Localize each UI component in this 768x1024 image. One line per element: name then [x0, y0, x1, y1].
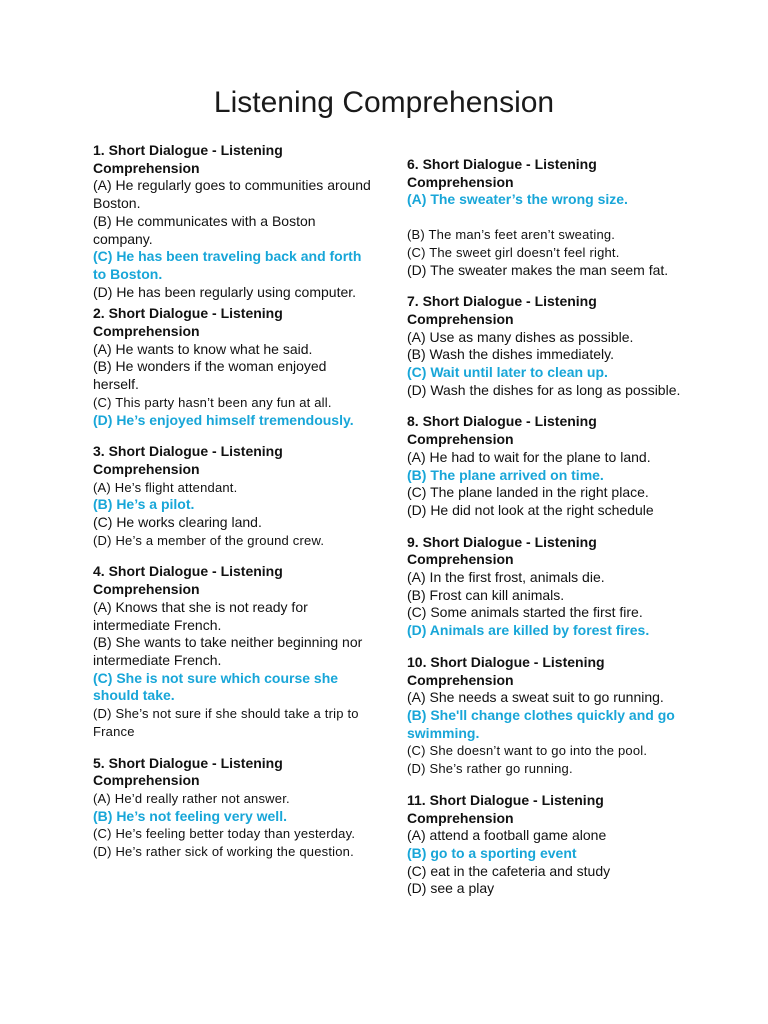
question-7: [407, 293, 687, 399]
option-d: (D) The sweater makes the man seem fat.: [407, 261, 669, 278]
option-b: (B) He wonders if the woman enjoyed herself.: [93, 358, 327, 393]
option-a: (A) Knows that she is not ready for intermediate French.: [93, 598, 308, 633]
option-d: (D) Wash the dishes for as long as possible.: [407, 381, 681, 398]
question-11: [407, 792, 687, 898]
right-column: [407, 156, 687, 898]
option-c-correct: (C) She is not sure which course she should take.: [93, 669, 339, 704]
question-9: [407, 534, 687, 640]
option-c: (C) The sweet girl doesn’t feel right.: [407, 244, 620, 260]
option-d: (D) He’s a member of the ground crew.: [93, 532, 325, 548]
option-d-correct: (D) He’s enjoyed himself tremendously.: [93, 411, 354, 428]
question-title: 2. Short Dialogue - Listening Comprehension: [93, 305, 283, 340]
question-title: 7. Short Dialogue - Listening Comprehension: [407, 293, 597, 327]
option-d: (D) He did not look at the right schedule: [407, 501, 654, 518]
left-column: [93, 142, 373, 861]
option-b-correct: (B) She'll change clothes quickly and go swimming.: [407, 706, 675, 741]
option-d: (D) see a play: [407, 880, 495, 897]
question-title: 5. Short Dialogue - Listening Comprehension: [93, 754, 283, 789]
question-1: [93, 142, 373, 301]
option-d: (D) She’s not sure if she should take a trip to France: [93, 706, 359, 739]
option-a: (A) attend a football game alone: [407, 827, 607, 844]
option-d: (D) He’s rather sick of working the question.: [93, 844, 354, 860]
option-d: (D) He has been regularly using computer.: [93, 283, 357, 300]
option-b: (B) She wants to take neither beginning nor intermediate French.: [93, 634, 363, 668]
option-b-correct: (B) He’s not feeling very well.: [93, 807, 287, 824]
option-b: (B) Wash the dishes immediately.: [407, 346, 614, 363]
option-a: (A) He regularly goes to communities around Boston.: [93, 177, 371, 212]
question-title: 10. Short Dialogue - Listening Comprehension: [407, 653, 605, 688]
question-4: [93, 563, 373, 740]
question-10: [407, 654, 687, 778]
option-a: (A) He’s flight attendant.: [93, 479, 238, 495]
option-a: (A) Use as many dishes as possible.: [407, 328, 634, 345]
question-2: [93, 305, 373, 429]
option-d: (D) She’s rather go running.: [407, 761, 573, 777]
question-8: [407, 413, 687, 519]
option-a: (A) He’d really rather not answer.: [93, 790, 290, 806]
option-b: (B) The man’s feet aren’t sweating.: [407, 227, 616, 243]
option-c-correct: (C) Wait until later to clean up.: [407, 364, 608, 381]
question-title: 8. Short Dialogue - Listening Comprehension: [407, 413, 597, 448]
option-b-correct: (B) The plane arrived on time.: [407, 466, 604, 483]
option-c: (C) This party hasn’t been any fun at all.: [93, 394, 332, 410]
option-c: (C) eat in the cafeteria and study: [407, 862, 611, 879]
question-title: 9. Short Dialogue - Listening Comprehension: [407, 533, 597, 568]
option-a: (A) He wants to know what he said.: [93, 340, 313, 357]
option-c-correct: (C) He has been traveling back and forth to Boston.: [93, 248, 362, 282]
question-title: 6. Short Dialogue - Listening Comprehension: [407, 156, 597, 190]
option-c: (C) He works clearing land.: [93, 514, 262, 531]
option-c: (C) Some animals started the first fire.: [407, 604, 643, 621]
option-a: (A) She needs a sweat suit to go running.: [407, 689, 664, 706]
page-title: Listening Comprehension: [213, 86, 555, 119]
option-b-correct: (B) He’s a pilot.: [93, 496, 195, 513]
option-c: (C) He’s feeling better today than yesterday.: [93, 826, 356, 842]
option-b-correct: (B) go to a sporting event: [407, 844, 577, 861]
option-a: (A) In the first frost, animals die.: [407, 569, 605, 586]
option-c: (C) The plane landed in the right place.: [407, 484, 649, 501]
question-title: 1. Short Dialogue - Listening Comprehension: [93, 142, 283, 176]
option-b: (B) He communicates with a Boston company.: [93, 212, 316, 247]
option-b: (B) Frost can kill animals.: [407, 586, 565, 603]
question-title: 3. Short Dialogue - Listening Comprehension: [93, 443, 283, 477]
question-6: [407, 156, 687, 279]
option-d-correct: (D) Animals are killed by forest fires.: [407, 622, 650, 639]
option-c: (C) She doesn’t want to go into the pool.: [407, 743, 648, 759]
question-5: [93, 755, 373, 861]
question-title: 4. Short Dialogue - Listening Comprehension: [93, 563, 283, 598]
option-a: (A) He had to wait for the plane to land.: [407, 448, 651, 465]
question-3: [93, 443, 373, 549]
question-title: 11. Short Dialogue - Listening Comprehension: [407, 791, 604, 826]
option-a-correct: (A) The sweater’s the wrong size.: [407, 191, 628, 208]
